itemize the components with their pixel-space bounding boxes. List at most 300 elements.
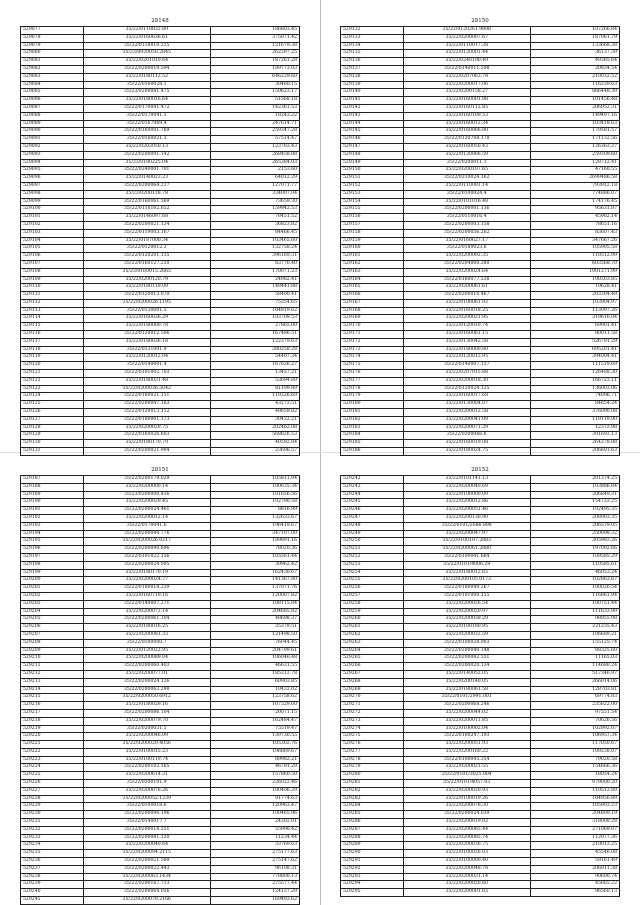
- table-row: [21, 881, 300, 889]
- table-row: [21, 432, 300, 440]
- table-row: [341, 608, 620, 616]
- amount-cell: 221235.43: [530, 624, 619, 632]
- amount-cell: 100751.44: [530, 600, 619, 608]
- table-row: [341, 694, 620, 702]
- reference-cell: 35/22/0101016.48: [403, 198, 530, 206]
- amount-cell: 101656.56: [210, 491, 299, 499]
- amount-cell: 206849.31: [530, 491, 619, 499]
- amount-cell: 107329.60: [210, 702, 299, 710]
- row-id-cell: 529230: [21, 811, 84, 819]
- amount-cell: 202462.08: [210, 424, 299, 432]
- row-id-cell: 529184: [341, 432, 404, 440]
- row-id-cell: 529109: [21, 276, 84, 284]
- row-id-cell: 529227: [21, 787, 84, 795]
- table-row: [341, 338, 620, 346]
- table-row: [21, 725, 300, 733]
- row-id-cell: 529201: [21, 585, 84, 593]
- row-id-cell: 529259: [341, 608, 404, 616]
- row-id-cell: 529266: [341, 663, 404, 671]
- row-id-cell: 529151: [341, 175, 404, 183]
- amount-cell: 103465.60: [210, 237, 299, 245]
- reference-cell: 35/22/0200085.74: [403, 834, 530, 842]
- reference-cell: 35/22/0200018.30: [403, 377, 530, 385]
- page-title: 28151: [151, 467, 169, 473]
- reference-cell: 35/22/0200092.35: [403, 253, 530, 261]
- row-id-cell: 529126: [21, 409, 84, 417]
- reference-cell: 35/22/0160028.1: [83, 81, 210, 89]
- row-id-cell: 529124: [21, 393, 84, 401]
- reference-cell: 35/22/0200021.904: [83, 448, 210, 456]
- amount-cell: 167486.51: [210, 331, 299, 339]
- row-id-cell: 529146: [341, 136, 404, 144]
- row-id-cell: 529085: [21, 89, 84, 97]
- row-id-cell: 529080: [21, 50, 84, 58]
- table-row: [21, 795, 300, 803]
- reference-cell: 35/22/0200089.04: [83, 655, 210, 663]
- row-id-cell: 529131: [21, 448, 84, 456]
- amount-cell: 35379.51: [210, 624, 299, 632]
- amount-cell: 159942.53: [210, 206, 299, 214]
- reference-cell: 35/22/0240190.49: [403, 58, 530, 66]
- row-id-cell: 529210: [21, 655, 84, 663]
- data-table: [340, 475, 620, 897]
- table-row: [21, 616, 300, 624]
- reference-cell: 35/22/0167069.4: [83, 120, 210, 128]
- reference-cell: 35/22/0200105.0173: [403, 577, 530, 585]
- amount-cell: 70626.56: [530, 717, 619, 725]
- page-title: 28148: [151, 18, 169, 24]
- row-id-cell: 529205: [21, 616, 84, 624]
- amount-cell: 265384.03: [210, 159, 299, 167]
- reference-cell: 35/22/0200029.4056: [83, 741, 210, 749]
- table-row: [341, 97, 620, 105]
- reference-cell: 35/22/0180170.19: [83, 569, 210, 577]
- row-id-cell: 529094: [21, 159, 84, 167]
- amount-cell: 98955.98: [530, 616, 619, 624]
- row-id-cell: 529245: [341, 499, 404, 507]
- amount-cell: 203304.49: [530, 292, 619, 300]
- row-id-cell: 529159: [341, 237, 404, 245]
- table-row: [341, 553, 620, 561]
- amount-cell: 103886.84: [530, 483, 619, 491]
- table-row: [341, 780, 620, 788]
- amount-cell: 123783.43: [210, 143, 299, 151]
- table-row: [21, 299, 300, 307]
- reference-cell: 35/23/0200000.436: [83, 491, 210, 499]
- row-id-cell: 529238: [21, 873, 84, 881]
- reference-cell: 35/22/0200019.02: [403, 819, 530, 827]
- row-id-cell: 529133: [341, 34, 404, 42]
- reference-cell: 35/22/0160077.538: [403, 276, 530, 284]
- row-id-cell: 529157: [341, 221, 404, 229]
- reference-cell: 35/22/0200018.251: [83, 826, 210, 834]
- row-id-cell: 529083: [21, 73, 84, 81]
- table-row: [341, 409, 620, 417]
- table-row: [341, 385, 620, 393]
- table-row: [21, 522, 300, 530]
- amount-cell: 866448.39: [530, 89, 619, 97]
- amount-cell: 126363.27: [530, 143, 619, 151]
- reference-cell: 35/22/0187000.34: [83, 237, 210, 245]
- amount-cell: 89982.21: [210, 756, 299, 764]
- row-id-cell: 529234: [21, 842, 84, 850]
- amount-cell: 49659.82: [210, 409, 299, 417]
- reference-cell: 35/22/0180170.79: [83, 440, 210, 448]
- amount-cell: 150623.17: [210, 89, 299, 97]
- reference-cell: 35/22/0160021.3: [83, 136, 210, 144]
- row-id-cell: 529225: [21, 772, 84, 780]
- table-row: [21, 585, 300, 593]
- reference-cell: 35/22/0170041.472: [83, 104, 210, 112]
- amount-cell: 206011.38: [530, 865, 619, 873]
- table-row: [21, 393, 300, 401]
- table-row: [341, 819, 620, 827]
- amount-cell: 196869.67: [210, 748, 299, 756]
- row-id-cell: 529251: [341, 546, 404, 554]
- table-row: [341, 104, 620, 112]
- amount-cell: 95631.87: [530, 206, 619, 214]
- table-row: [21, 268, 300, 276]
- reference-cell: 35/22/0120066.59: [403, 151, 530, 159]
- table-row: [21, 694, 300, 702]
- reference-cell: 35/22/0200077.01: [83, 670, 210, 678]
- row-id-cell: 529257: [341, 592, 404, 600]
- reference-cell: 35/22/0160066.80: [403, 128, 530, 136]
- reference-cell: 35/22/0100119.74: [83, 756, 210, 764]
- row-id-cell: 529258: [341, 600, 404, 608]
- table-row: [21, 826, 300, 834]
- amount-cell: 103418.63: [530, 120, 619, 128]
- table-row: [341, 889, 620, 897]
- amount-cell: 124137.29: [210, 889, 299, 897]
- amount-cell: 189773.03: [210, 65, 299, 73]
- amount-cell: 119326.69: [210, 393, 299, 401]
- table-row: [341, 569, 620, 577]
- table-row: [21, 89, 300, 97]
- row-id-cell: 529149: [341, 159, 404, 167]
- reference-cell: 35/22/0203050.13: [83, 143, 210, 151]
- reference-cell: 35/22/0200056.262: [403, 229, 530, 237]
- row-id-cell: 529172: [341, 338, 404, 346]
- table-row: [341, 112, 620, 120]
- row-id-cell: 529106: [21, 253, 84, 261]
- reference-cell: 35/22/0200086.104: [83, 709, 210, 717]
- amount-cell: 55990.42: [210, 826, 299, 834]
- row-id-cell: 529171: [341, 331, 404, 339]
- reference-cell: 35/22/0200038.29: [403, 616, 530, 624]
- amount-cell: 30962.42: [210, 561, 299, 569]
- row-id-cell: 529198: [21, 561, 84, 569]
- reference-cell: 35/22/0200081.120: [83, 834, 210, 842]
- reference-cell: 35/22/0130001.5: [83, 307, 210, 315]
- row-id-cell: 529122: [21, 377, 84, 385]
- table-row: [341, 655, 620, 663]
- reference-cell: 35/22/0207063.78: [403, 73, 530, 81]
- table-row: [341, 401, 620, 409]
- reference-cell: 35/22/0160719.16: [83, 592, 210, 600]
- table-row: [341, 362, 620, 370]
- reference-cell: 35/22/0120013.95: [403, 354, 530, 362]
- amount-cell: 131679.38: [210, 42, 299, 50]
- table-row: [341, 143, 620, 151]
- table-row: [341, 89, 620, 97]
- amount-cell: 113097.26: [530, 307, 619, 315]
- table-row: [21, 772, 300, 780]
- reference-cell: 35/22/0180031.48: [83, 377, 210, 385]
- table-row: [341, 136, 620, 144]
- amount-cell: 247614.71: [210, 120, 299, 128]
- table-row: [341, 393, 620, 401]
- row-id-cell: 529272: [341, 709, 404, 717]
- table-row: [21, 670, 300, 678]
- row-id-cell: 529077: [21, 27, 84, 35]
- reference-cell: 35/22/0200052.1239: [83, 795, 210, 803]
- table-row: [341, 873, 620, 881]
- row-id-cell: 529145: [341, 128, 404, 136]
- row-id-cell: 529115: [21, 323, 84, 331]
- row-id-cell: 529212: [21, 670, 84, 678]
- row-id-cell: 529193: [21, 522, 84, 530]
- row-id-cell: 529295: [341, 889, 404, 897]
- table-row: [341, 198, 620, 206]
- reference-cell: 35/22/0200167.713: [83, 881, 210, 889]
- reference-cell: 35/22/0200024.126: [83, 678, 210, 686]
- table-row: [341, 647, 620, 655]
- reference-cell: 35/22/0200001.65: [403, 889, 530, 897]
- amount-cell: 259309.60: [530, 151, 619, 159]
- amount-cell: 83776.40: [210, 260, 299, 268]
- amount-cell: 120963.47: [210, 803, 299, 811]
- table-row: [341, 483, 620, 491]
- amount-cell: 206052.31: [530, 104, 619, 112]
- reference-cell: 35/22/0160026.603: [83, 432, 210, 440]
- amount-cell: 268458.88: [210, 151, 299, 159]
- row-id-cell: 529108: [21, 268, 84, 276]
- reference-cell: 35/22/0170041.6: [83, 522, 210, 530]
- reference-cell: 35/22/0200029.45: [83, 499, 210, 507]
- amount-cell: 305983.26: [530, 538, 619, 546]
- amount-cell: 30432.21: [210, 416, 299, 424]
- reference-cell: 35/22/0200041.09: [403, 416, 530, 424]
- table-row: [21, 159, 300, 167]
- row-id-cell: 529084: [21, 81, 84, 89]
- row-id-cell: 529097: [21, 182, 84, 190]
- row-id-cell: 529222: [21, 748, 84, 756]
- row-id-cell: 529129: [21, 432, 84, 440]
- reference-cell: 35/22/0160017.68: [403, 393, 530, 401]
- row-id-cell: 529116: [21, 331, 84, 339]
- row-id-cell: 529276: [341, 741, 404, 749]
- row-id-cell: 529092: [21, 143, 84, 151]
- row-id-cell: 529199: [21, 569, 84, 577]
- table-row: [341, 717, 620, 725]
- reference-cell: 35/22/0200051.93: [403, 741, 530, 749]
- table-row: [341, 663, 620, 671]
- row-id-cell: 529081: [21, 58, 84, 66]
- reference-cell: 35/22/0210024.162: [403, 175, 530, 183]
- amount-cell: 206601.63: [530, 448, 619, 456]
- row-id-cell: 529223: [21, 756, 84, 764]
- reference-cell: 35/22/0200048.78: [403, 865, 530, 873]
- row-id-cell: 529248: [341, 522, 404, 530]
- reference-cell: 35/22/0100041.664: [403, 553, 530, 561]
- reference-cell: 35/22/0200012.14: [83, 514, 210, 522]
- table-row: [341, 733, 620, 741]
- amount-cell: 166723.11: [530, 377, 619, 385]
- amount-cell: 64012.29: [210, 175, 299, 183]
- amount-cell: 57514.47: [210, 136, 299, 144]
- table-row: [21, 276, 300, 284]
- reference-cell: 35/22/0130004.07: [403, 401, 530, 409]
- table-row: [341, 440, 620, 448]
- reference-cell: 35/22/0200024.095: [83, 561, 210, 569]
- amount-cell: 132758.24: [210, 245, 299, 253]
- table-row: [341, 686, 620, 694]
- table-row: [21, 889, 300, 897]
- table-row: [341, 600, 620, 608]
- reference-cell: 35/22/0160019.08: [403, 440, 530, 448]
- row-id-cell: 529275: [341, 733, 404, 741]
- row-id-cell: 529236: [21, 858, 84, 866]
- table-row: [341, 292, 620, 300]
- row-id-cell: 529099: [21, 198, 84, 206]
- amount-cell: 162430.67: [210, 569, 299, 577]
- row-id-cell: 529293: [341, 873, 404, 881]
- row-id-cell: 529241: [21, 897, 84, 905]
- reference-cell: 35/22/0100061.92: [403, 299, 530, 307]
- amount-cell: 53694.89: [210, 377, 299, 385]
- table-row: [21, 514, 300, 522]
- row-id-cell: 529253: [341, 561, 404, 569]
- reference-cell: 35/22/0200040.64: [83, 842, 210, 850]
- table-row: [341, 260, 620, 268]
- row-id-cell: 529093: [21, 151, 84, 159]
- amount-cell: 105302.76: [210, 741, 299, 749]
- amount-cell: 979000.20: [530, 780, 619, 788]
- row-id-cell: 529176: [341, 370, 404, 378]
- reference-cell: 35/22/0200021.55: [403, 764, 530, 772]
- amount-cell: 20834.54: [530, 65, 619, 73]
- table-row: [21, 507, 300, 515]
- amount-cell: 109585.29: [530, 553, 619, 561]
- row-id-cell: 529132: [341, 27, 404, 35]
- table-row: [21, 401, 300, 409]
- table-row: [21, 624, 300, 632]
- amount-cell: 235822.00: [530, 702, 619, 710]
- amount-cell: 169493.62: [210, 897, 299, 905]
- amount-cell: 375071.42: [210, 34, 299, 42]
- reference-cell: 35/22/0131001.9: [83, 346, 210, 354]
- amount-cell: 20071.15: [210, 709, 299, 717]
- reference-cell: 35/22/0200017.06: [403, 81, 530, 89]
- reference-cell: 35/22/0100024.4: [403, 190, 530, 198]
- reference-cell: 35/22/0200160.22: [403, 748, 530, 756]
- row-id-cell: 529289: [341, 842, 404, 850]
- row-id-cell: 529113: [21, 307, 84, 315]
- table-row: [21, 538, 300, 546]
- amount-cell: 280258.28: [210, 346, 299, 354]
- table-row: [341, 725, 620, 733]
- row-id-cell: 529127: [21, 416, 84, 424]
- reference-cell: 35/22/0200026.0217: [83, 538, 210, 546]
- row-id-cell: 529139: [341, 81, 404, 89]
- reference-cell: 35/22/0201010.64: [83, 58, 210, 66]
- reference-cell: 35/23/0200081.475: [83, 89, 210, 97]
- table-row: [21, 214, 300, 222]
- row-id-cell: 529088: [21, 112, 84, 120]
- reference-cell: 35/22/0120013.152: [83, 409, 210, 417]
- row-id-cell: 529256: [341, 585, 404, 593]
- row-id-cell: 529287: [341, 826, 404, 834]
- amount-cell: 100303.85: [530, 276, 619, 284]
- row-id-cell: 529169: [341, 315, 404, 323]
- row-id-cell: 529233: [21, 834, 84, 842]
- amount-cell: 100635.34: [210, 483, 299, 491]
- amount-cell: 517346.97: [530, 670, 619, 678]
- amount-cell: 110585.61: [530, 561, 619, 569]
- row-id-cell: 529278: [341, 756, 404, 764]
- row-id-cell: 529288: [341, 834, 404, 842]
- row-id-cell: 529194: [21, 530, 84, 538]
- row-id-cell: 529175: [341, 362, 404, 370]
- reference-cell: 35/22/0100180.95: [403, 624, 530, 632]
- reference-cell: 35/22/0101000.155: [403, 592, 530, 600]
- amount-cell: 54407.34: [210, 354, 299, 362]
- row-id-cell: 529268: [341, 678, 404, 686]
- table-row: [341, 631, 620, 639]
- table-row: [21, 741, 300, 749]
- table-row: [341, 237, 620, 245]
- amount-cell: 394004.41: [530, 354, 619, 362]
- reference-cell: 35/22/0200066.6: [403, 432, 530, 440]
- table-row: [341, 268, 620, 276]
- row-id-cell: 529203: [21, 600, 84, 608]
- amount-cell: 108115.84: [210, 600, 299, 608]
- reference-cell: 35/22/0101/2991.001: [403, 694, 530, 702]
- table-row: [21, 577, 300, 585]
- table-row: [341, 670, 620, 678]
- row-id-cell: 529281: [341, 780, 404, 788]
- reference-cell: 35/22/0200031.5: [83, 725, 210, 733]
- row-id-cell: 529090: [21, 128, 84, 136]
- reference-cell: 35/22/0140011.598: [403, 65, 530, 73]
- amount-cell: 174176.45: [530, 198, 619, 206]
- page-28152: [340, 465, 620, 897]
- table-row: [341, 151, 620, 159]
- reference-cell: 35/22/0120708.178: [403, 136, 530, 144]
- amount-cell: 155125.74: [530, 639, 619, 647]
- reference-cell: 35/22/0180061.58: [403, 686, 530, 694]
- table-row: [21, 112, 300, 120]
- table-row: [21, 58, 300, 66]
- amount-cell: 97551.54: [530, 709, 619, 717]
- reference-cell: 35/22/0200064.237: [83, 182, 210, 190]
- table-row: [21, 592, 300, 600]
- reference-cell: 35/22/0200051.46: [403, 507, 530, 515]
- table-row: [341, 881, 620, 889]
- reference-cell: 35/22/0200012.86: [403, 499, 530, 507]
- row-id-cell: 529170: [341, 323, 404, 331]
- amount-cell: 114680.24: [530, 663, 619, 671]
- amount-cell: 226022.46: [210, 780, 299, 788]
- amount-cell: 111519.69: [530, 362, 619, 370]
- table-row: [21, 128, 300, 136]
- amount-cell: 122379.63: [210, 338, 299, 346]
- row-id-cell: 529154: [341, 198, 404, 206]
- reference-cell: 35/22/0200090.696: [83, 546, 210, 554]
- amount-cell: 11234.44: [210, 834, 299, 842]
- reference-cell: 35/22/0120012.04: [83, 354, 210, 362]
